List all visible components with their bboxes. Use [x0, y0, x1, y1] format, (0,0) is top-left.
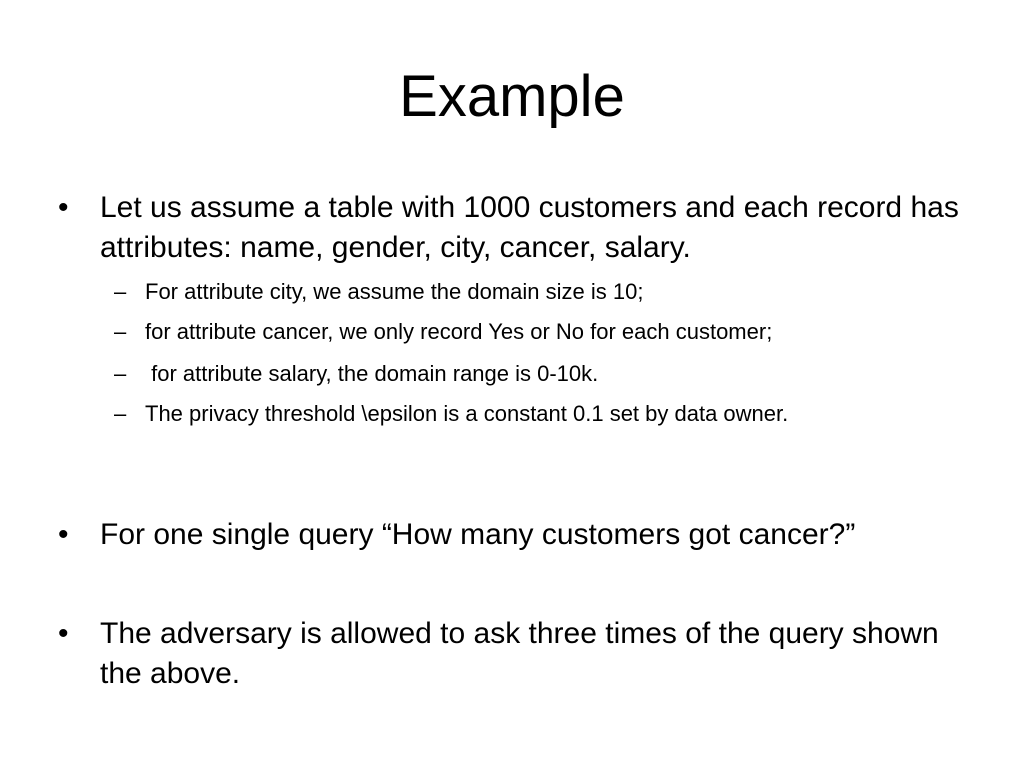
slide-title: Example [399, 64, 625, 129]
sub-bullet-marker: – [114, 401, 127, 426]
bullet-marker: • [58, 518, 69, 551]
sub-item-text: For attribute city, we assume the domain size is 10; [145, 279, 644, 304]
bullet-marker: • [58, 617, 69, 650]
bullet-text: Let us assume a table with 1000 customers and each record has attributes: name, gender, city, cancer, salary. [100, 191, 959, 264]
sub-bullet-marker: – [114, 319, 127, 344]
sub-item-text: The privacy threshold \epsilon is a constant 0.1 set by data owner. [145, 401, 789, 426]
sub-bullet-marker: – [114, 279, 127, 304]
bullet-item-adversary [58, 614, 978, 694]
sub-item-text: for attribute salary, the domain range is 0-10k. [145, 361, 599, 386]
bullet-marker: • [58, 191, 69, 224]
sub-item-privacy [114, 396, 974, 432]
bullet-item-table [58, 188, 978, 268]
bullet-text: The adversary is allowed to ask three times of the query shown the above. [100, 617, 939, 690]
sub-item-text: for attribute cancer, we only record Yes or No for each customer; [145, 319, 773, 344]
bullet-text: For one single query “How many customers got cancer?” [100, 518, 856, 551]
sub-item-city [114, 274, 974, 310]
bullet-item-query [58, 515, 978, 555]
sub-item-salary [114, 356, 974, 392]
sub-bullet-marker: – [114, 361, 127, 386]
sub-item-cancer [114, 314, 974, 350]
